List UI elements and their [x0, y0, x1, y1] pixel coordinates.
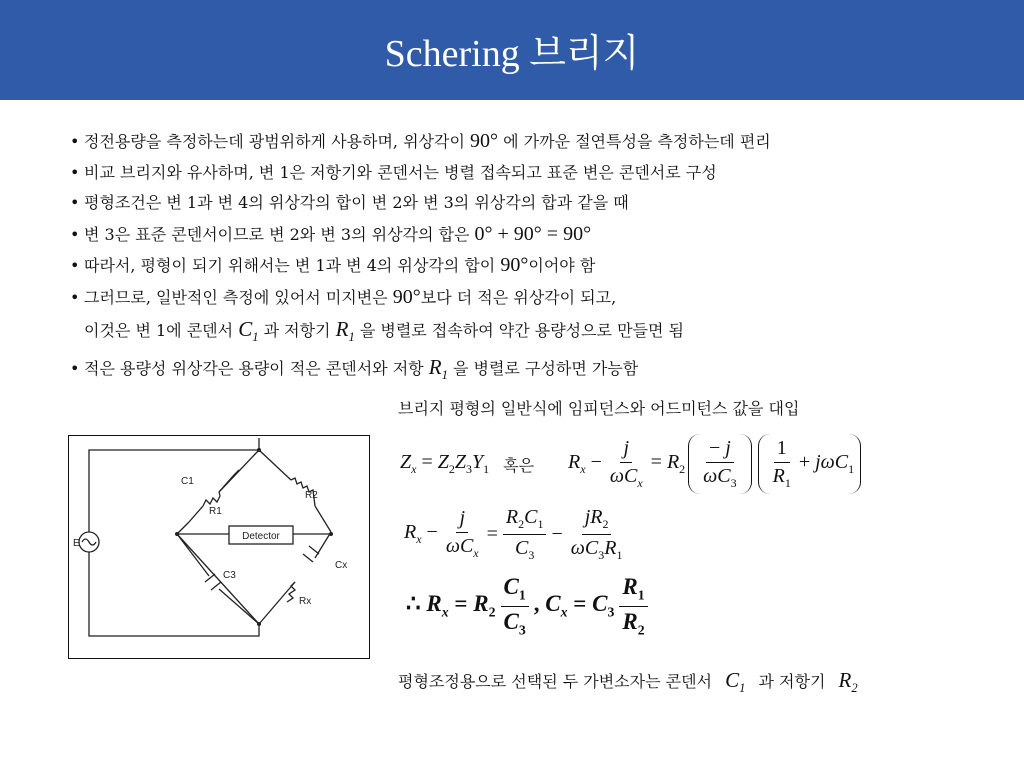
bullet-6: • 그러므로, 일반적인 측정에 있어서 미지변은 90°보다 더 적은 위상각이 되고, [70, 285, 617, 308]
bullet-7-text-end: 을 병렬로 구성하면 가능함 [452, 359, 639, 379]
footer-note [398, 668, 858, 696]
bullet-6b-text: 이것은 변 1에 콘덴서 [84, 320, 234, 340]
bullet-4: • 변 3은 표준 콘덴서이므로 변 2와 변 3의 위상각의 합은 0° + 90° = 90° [70, 222, 592, 245]
bullet-4-text: 변 3은 표준 콘덴서이므로 변 2와 변 3의 위상각의 합은 [84, 224, 470, 244]
bullet-1-text-end: 에 가까운 절연특성을 측정하는데 편리 [503, 132, 771, 151]
title-bar [0, 0, 1024, 100]
bullet-6-text: 그러므로, 일반적인 측정에 있어서 미지변은 [84, 287, 388, 307]
bullet-7-text: 적은 용량성 위상각은 용량이 적은 콘덴서와 저항 [84, 359, 424, 379]
bullet-6b-text-mid: 과 저항기 [263, 320, 331, 340]
bullet-2: • 비교 브리지와 유사하며, 변 1은 저항기와 콘덴서는 병렬 접속되고 표준 변은 콘덴서로 구성 [70, 162, 717, 182]
label-r2: R2 [305, 490, 318, 501]
symbol-r1: $R_1$ [428, 355, 448, 383]
label-e: E [73, 538, 80, 549]
detector-label: Detector [242, 531, 280, 542]
bullet-2-text: 비교 브리지와 유사하며, 변 1은 저항기와 콘덴서는 병렬 접속되고 표준 변은 콘덴서로 구성 [84, 162, 717, 182]
symbol-c1: $C_1$ [725, 668, 746, 696]
footer-text-mid: 과 저항기 [758, 672, 826, 691]
schering-bridge-diagram [68, 435, 370, 659]
bullet-1: • 정전용량을 측정하는데 광범위하게 사용하며, 위상각이 90° 에 가까운 절연특성을 측정하는데 편리 [70, 130, 771, 152]
label-cx: Cx [335, 560, 348, 571]
bullet-5: • 따라서, 평형이 되기 위해서는 변 1과 변 4의 위상각의 합이 90°이어야 함 [70, 254, 596, 277]
slide-title: Schering 브리지 [384, 33, 640, 75]
label-r1: R1 [209, 506, 222, 517]
bullet-6b-text-end: 을 병렬로 접속하여 약간 용량성으로 만들면 됨 [359, 320, 685, 340]
bullet-6-text-end: 보다 더 적은 위상각이 되고, [420, 287, 617, 307]
bullet-5-text: 따라서, 평형이 되기 위해서는 변 1과 변 4의 위상각의 합이 [84, 256, 496, 276]
balance-equation-expanded: $R_x$ − $\frac{j}{\omega C_x}$ = $\frac{R_2C_1}{C_3}$ − $\frac{jR_2}{\omega C_3R_1}$ [404, 505, 623, 562]
bullet-6-continued [70, 314, 1010, 353]
label-c3: C3 [223, 570, 236, 581]
footer-text: 평형조정용으로 선택된 두 가변소자는 콘덴서 [398, 672, 713, 691]
balance-equation-general: $Z_x = Z_2Z_3Y_1$ 혹은 $R_x$ − $\frac{j}{\omega C_x}$ = $R_2$ $\frac{- j}{\omega C_3}$ $\frac{1}{R_1}$ + jωC$_1$ [400, 432, 864, 496]
angle-90: 90° [470, 130, 499, 152]
bullet-3: • 평형조건은 변 1과 변 4의 위상각의 합이 변 2와 변 3의 위상각의 합과 같을 때 [70, 193, 629, 213]
bullet-3-text: 평형조건은 변 1과 변 4의 위상각의 합이 변 2와 변 3의 위상각의 합과 같을 때 [84, 193, 629, 213]
angle-90: 90° [392, 285, 421, 308]
bullet-7: • 적은 용량성 위상각은 용량이 적은 콘덴서와 저항 $R_1$ 을 병렬로 구성하면 가능함 [70, 355, 639, 383]
bullet-list [70, 126, 1010, 391]
phase-sum-expression: 0° + 90° = 90° [474, 222, 592, 245]
bullet-5-text-end: 이어야 함 [528, 256, 596, 276]
balance-result-equation: ∴ $R_x = R_2$ $\frac{C_1}{C_3}$ , $C_x = C_3$ $\frac{R_1}{R_2}$ [406, 572, 653, 640]
label-rx: Rx [299, 596, 312, 607]
symbol-r1: $R_1$ [335, 316, 355, 344]
label-c1: C1 [181, 476, 194, 487]
equation-intro: 브리지 평형의 일반식에 임피던스와 어드미턴스 값을 대입 [398, 399, 800, 418]
symbol-r2: $R_2$ [838, 668, 858, 696]
symbol-c1: $C_1$ [238, 316, 259, 344]
or-label: 혹은 [503, 455, 535, 475]
bullet-1-text: 정전용량을 측정하는데 광범위하게 사용하며, 위상각이 [84, 132, 465, 151]
angle-90: 90° [500, 254, 529, 277]
bridge-circuit-svg [69, 436, 369, 658]
